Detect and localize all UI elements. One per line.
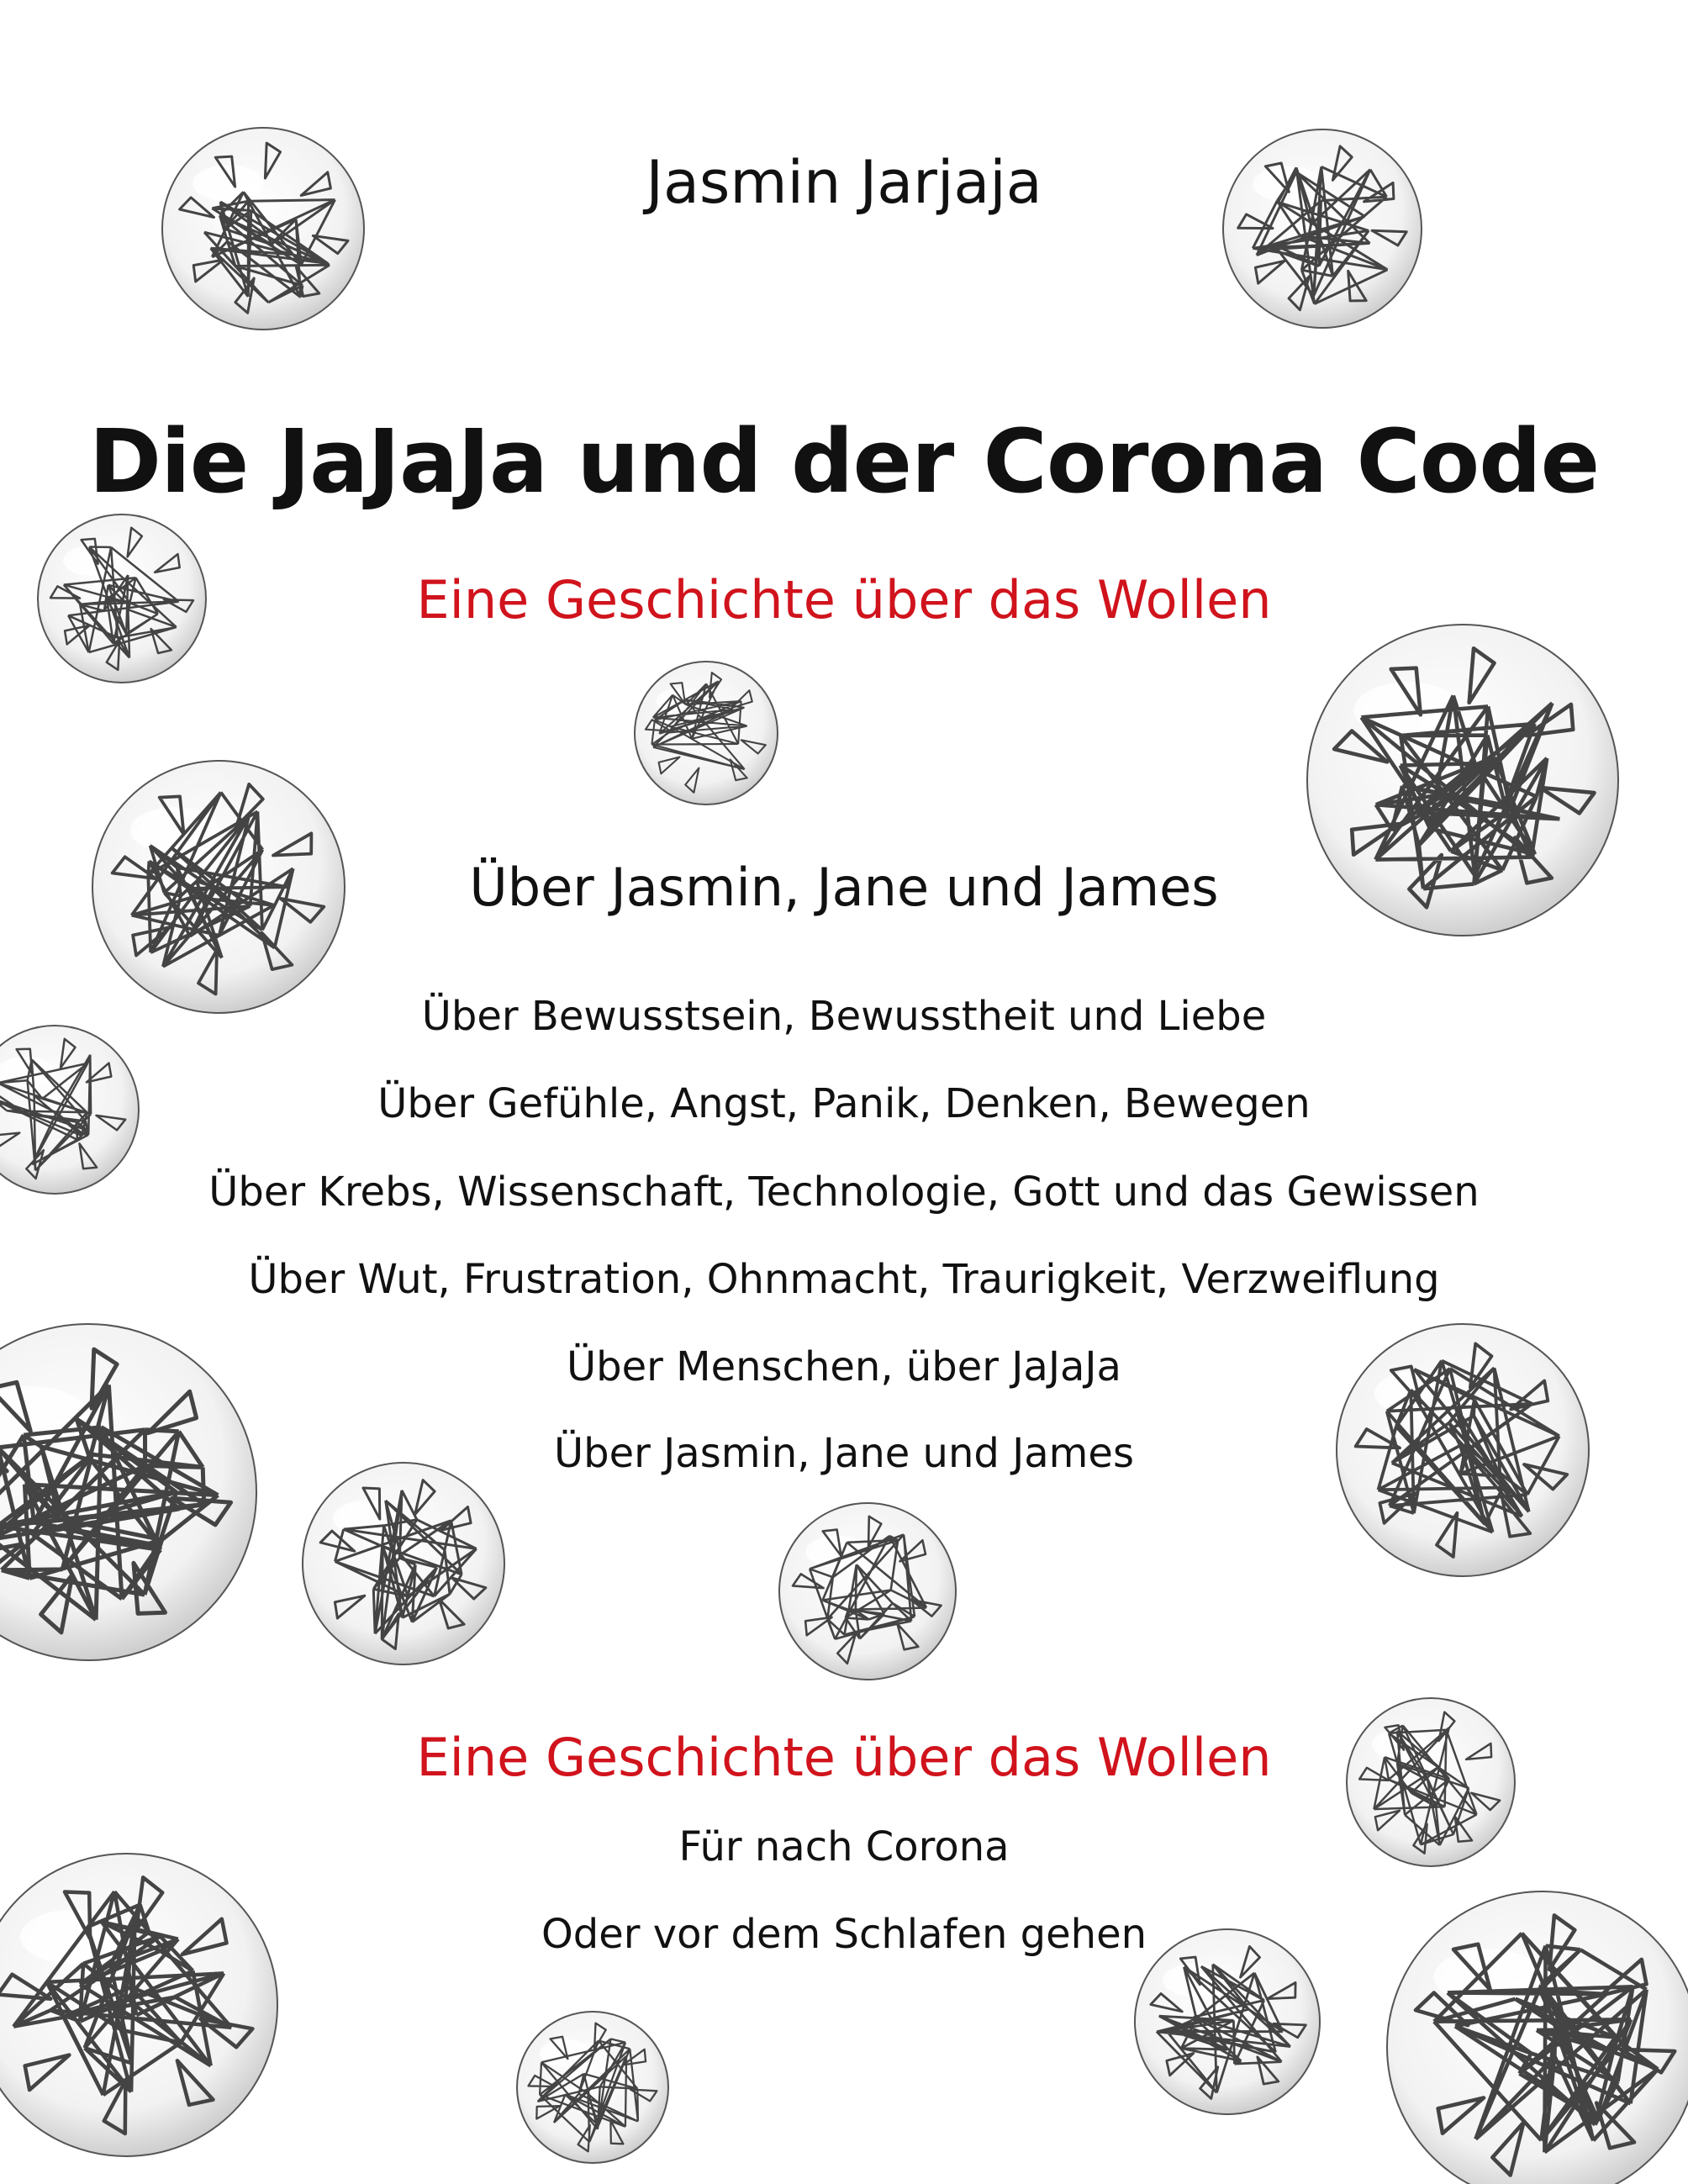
closing-line: Oder vor dem Schlafen gehen (541, 1911, 1147, 1958)
virus-sphere-icon (303, 1463, 504, 1664)
closing-line: Für nach Corona (678, 1823, 1010, 1870)
book-title: Die JaJaJa und der Corona Code (88, 410, 1600, 513)
virus-sphere-icon (0, 1854, 277, 2156)
topic-line: Über Menschen, über JaJaJa (567, 1343, 1121, 1390)
virus-sphere-icon (517, 2012, 668, 2163)
section-heading: Über Jasmin, Jane und James (469, 857, 1219, 918)
topic-line: Über Wut, Frustration, Ohnmacht, Traurigkeit, Verzweiflung (248, 1256, 1440, 1303)
subtitle-top: Eine Geschichte über das Wollen (416, 569, 1272, 630)
topic-line: Über Krebs, Wissenschaft, Technologie, Gott und das Gewissen (208, 1168, 1480, 1216)
virus-sphere-icon (779, 1503, 956, 1680)
subtitle-bottom: Eine Geschichte über das Wollen (416, 1727, 1272, 1788)
topic-line: Über Jasmin, Jane und James (554, 1430, 1134, 1477)
topic-line: Über Bewusstsein, Bewusstheit und Liebe (421, 993, 1267, 1040)
topic-line: Über Gefühle, Angst, Panik, Denken, Bewegen (377, 1080, 1311, 1127)
virus-sphere-icon (1135, 1929, 1320, 2114)
author-name: Jasmin Jarjaja (646, 148, 1042, 217)
virus-sphere-icon (635, 662, 778, 804)
